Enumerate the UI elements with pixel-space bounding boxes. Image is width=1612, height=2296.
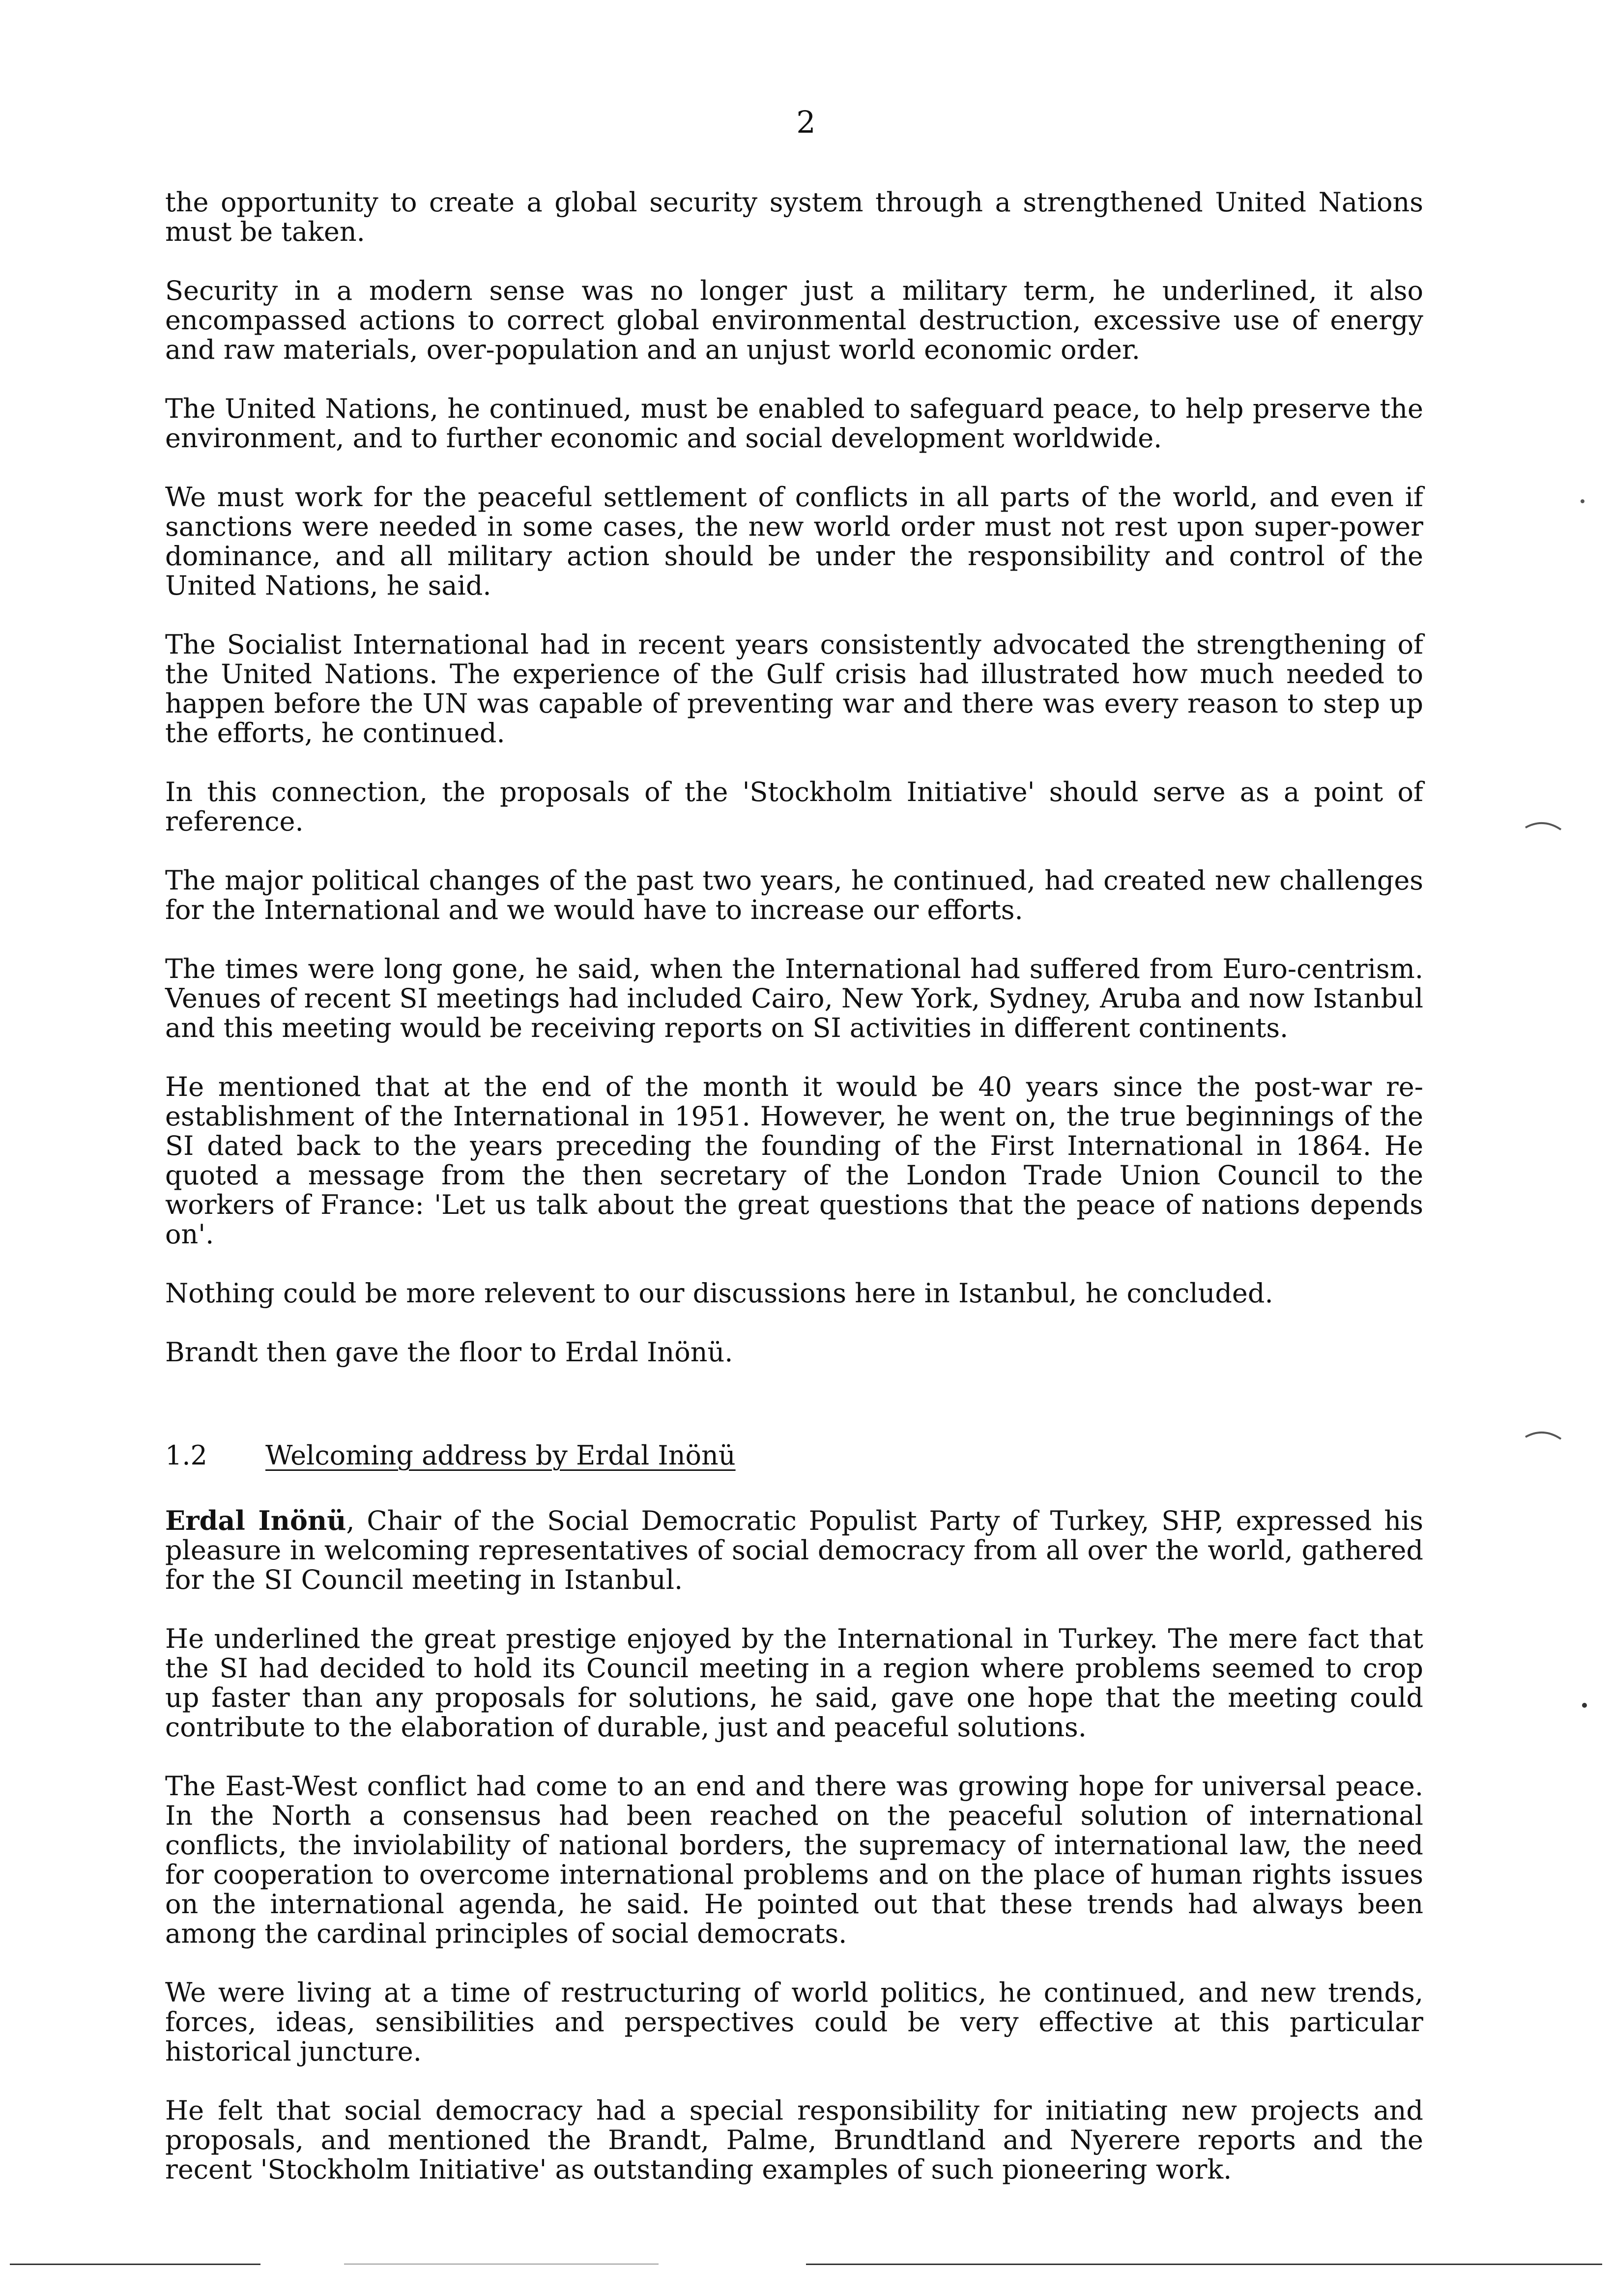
section-number: 1.2 bbox=[165, 1440, 207, 1471]
paragraph: Security in a modern sense was no longer just a military term, he underlined, it also encompassed actions to correct global environmental destruction, excessive use of energy and raw materials, over-population and an unjust world economic order. bbox=[165, 275, 1423, 365]
scan-mark bbox=[1524, 816, 1563, 835]
paragraph: In this connection, the proposals of the 'Stockholm Initiative' should serve as a point of reference. bbox=[165, 776, 1423, 837]
footer-rule bbox=[10, 2264, 260, 2265]
page-number: 2 bbox=[796, 104, 816, 140]
footer-rule bbox=[344, 2264, 659, 2265]
paragraph: He felt that social democracy had a special responsibility for initiating new projects and proposals, and mentioned the Brandt, Palme, Brundtland and Nyerere reports and the recent 'Stockholm Initiative' as outstanding examples of such pioneering work. bbox=[165, 2095, 1423, 2185]
scan-mark bbox=[1524, 1425, 1563, 1445]
section-title: Welcoming address by Erdal Inönü bbox=[265, 1440, 736, 1471]
paragraph: We must work for the peaceful settlement of conflicts in all parts of the world, and even if sanctions were needed in some cases, the new world order must not rest upon super-power dominance, and all military action should be under the responsibility and control of the United Nations, he said. bbox=[165, 482, 1423, 601]
document-body bbox=[165, 188, 1423, 2214]
scan-mark bbox=[1578, 496, 1587, 506]
section-heading bbox=[165, 1441, 1423, 1470]
paragraph: He underlined the great prestige enjoyed by the International in Turkey. The mere fact that the SI had decided to hold its Council meeting in a region where problems seemed to crop up faster than any proposals for solutions, he said, gave one hope that the meeting could contribute to the elaboration of durable, just and peaceful solutions. bbox=[165, 1623, 1423, 1743]
paragraph bbox=[165, 1506, 1423, 1595]
paragraph: The major political changes of the past two years, he continued, had created new challenges for the International and we would have to increase our efforts. bbox=[165, 865, 1423, 925]
paragraph: We were living at a time of restructuring of world politics, he continued, and new trends, forces, ideas, sensibilities and perspectives could be very effective at this particular historical juncture. bbox=[165, 1977, 1423, 2067]
paragraph: The Socialist International had in recent years consistently advocated the strengthening of the United Nations. The experience of the Gulf crisis had illustrated how much needed to happen before the UN was capable of preventing war and there was every reason to step up the efforts, he continued. bbox=[165, 629, 1423, 748]
paragraph: The United Nations, he continued, must be enabled to safeguard peace, to help preserve the environment, and to further economic and social development worldwide. bbox=[165, 393, 1423, 454]
paragraph: Nothing could be more relevent to our discussions here in Istanbul, he concluded. bbox=[165, 1278, 1273, 1309]
footer-rule bbox=[806, 2264, 1602, 2265]
speaker-name: Erdal Inönü bbox=[165, 1505, 346, 1536]
paragraph: He mentioned that at the end of the month it would be 40 years since the post-war re-establishment of the International in 1951. However, he went on, the true beginnings of the SI dated back to the years preceding the founding of the First International in 1864. He quoted a message from the then secretary of the London Trade Union Council to the workers of France: 'Let us talk about the great questions that the peace of nations depends on'. bbox=[165, 1071, 1423, 1250]
paragraph: The East-West conflict had come to an end and there was growing hope for universal peace. In the North a consensus had been reached on the peaceful solution of international conflicts, the inviolability of national borders, the supremacy of international law, the need for cooperation to overcome international problems and on the place of human rights issues on the international agenda, he said. He pointed out that these trends had always been among the cardinal principles of social democrats. bbox=[165, 1771, 1423, 1949]
paragraph: The times were long gone, he said, when the International had suffered from Euro-centrism. Venues of recent SI meetings had included Cairo, New York, Sydney, Aruba and now Istanbul and this meeting would be receiving reports on SI activities in different continents. bbox=[165, 953, 1423, 1043]
scan-mark bbox=[1580, 1700, 1589, 1710]
paragraph-text: , Chair of the Social Democratic Populist Party of Turkey, SHP, expressed his pleasure in welcoming representatives of social democracy from all over the world, gathered for the SI Council meeting in Istanbul. bbox=[165, 1505, 1423, 1595]
paragraph: the opportunity to create a global security system through a strengthened United Nations must be taken. bbox=[165, 187, 1423, 247]
paragraph: Brandt then gave the floor to Erdal Inönü. bbox=[165, 1337, 733, 1368]
